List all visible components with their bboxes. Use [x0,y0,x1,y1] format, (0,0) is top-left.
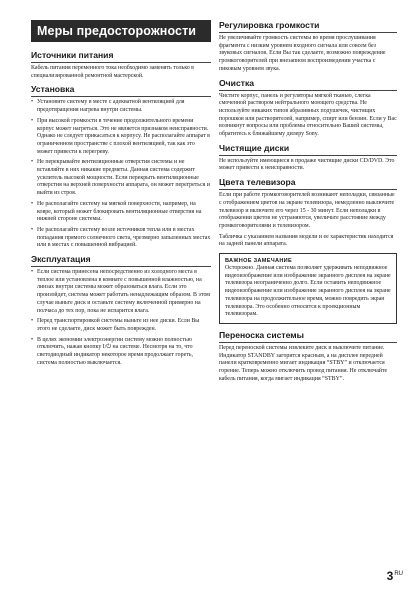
paragraph-tv-colors: Если при работе громкоговорителей возникают неполадки, связанные с отображением цветов на экране телевизора, немедленно выключите телевизор и включите его через 15 - 30 минут. Если неполадки в отображении цветов не устраняются, увеличьте расстояние между громкоговорителями и телевизором. [219,192,395,229]
paragraph-nameplate: Табличка с указанием названия модели и ее характеристик находится на задней панели аппарата. [219,233,394,248]
left-column [31,20,211,371]
heading-operation: Эксплуатация [31,254,211,267]
heading-tv-colors: Цвета телевизора [219,177,397,190]
page-number [387,569,403,583]
paragraph-power-sources: Кабель питания переменного тока необходимо заменять только в специализированной ремонтной мастерской. [31,65,194,79]
heading-cleaning: Очистка [219,78,397,91]
heading-cleaning-discs: Чистящие диски [219,143,397,156]
paragraph-cleaning: Чистите корпус, панель и регуляторы мягкой тканью, слегка смоченной раствором нейтрального моющего средства. Не используйте никаких типов абразивных подушечек, чистящих порошков или растворителей, например, спирт или бензин. Если у Вас возникнут вопросы или проблемы относительно Вашей системы, обратитесь к ближайшему дилеру Sony. [219,92,397,138]
list-item: • Не располагайте систему возле источников тепла или в местах попадания прямого солнечного света, чрезмерно запыленных местах или в местах с повышенной вибрацией. [31,227,211,250]
heading-power-sources: Источники питания [31,50,211,63]
important-notice-box [219,253,397,324]
paragraph-cleaning-discs: Не используйте имеющиеся в продаже чистящие диски CD/DVD. Это может привести к неисправности. [219,157,395,172]
list-item: • Установите систему в месте с адекватной вентиляцией для предотвращения нагрева внутри системы. [31,99,211,114]
heading-transport: Переноска системы [219,330,397,343]
list-item: • В целях экономии электроэнергии систему можно полностью отключить, нажав кнопку I/⏻ на системе. Несмотря на то, что светодиодный индикатор некоторое время продолжает гореть, система полностью выключается. [31,337,211,368]
heading-installation: Установка [31,84,211,97]
list-item: • Не перекрывайте вентиляционные отверстия системы и не вставляйте в них никакие предметы. Данная система содержит усилитель высокой мощности. Если перекрыть вентиляционные отверстия на верхней поверхности аппарата, он может перегреться и выйти из строя. [31,159,211,198]
operation-list [31,269,211,367]
paragraph-volume: Не увеличивайте громкость системы во время прослушивания фрагмента с низким уровнем входного сигнала или совсем без звуковых сигналов. Если Вы так сделаете, возможно повреждение громкоговорителей при внезапном воспроизведении участка с пиковым уровнем звука. [219,35,386,72]
right-column [219,20,397,387]
heading-volume: Регулировка громкости [219,20,397,33]
notice-title: ВАЖНОЕ ЗАМЕЧАНИЕ [225,258,293,265]
paragraph-transport: Перед переноской системы извлеките диск и выключите питание. Индикатор STANDBY загорится красным, а на дисплее передней панели кратковременно мигает индикация “STBY” и отключается горение. Теперь можно отключить провод питания. Не отключайте кабель питания, когда мигает индикация “STBY”. [219,344,388,382]
notice-text: Осторожно. Данная система позволяет удерживать неподвижное видеоизображение или изображение экранного дисплея на экране телевизора неограниченно долго. Если оставить неподвижное видеоизображение или изображение экранного дисплея на экране телевизора на продолжительное время, можно повредить экран телевизора. Это особенно относится к проекционным телевизорам. [225,265,391,318]
list-item: • Не располагайте систему на мягкой поверхности, например, на ковре, который может блокировать вентиляционные отверстия на нижней стороне системы. [31,201,211,224]
installation-list [31,99,211,250]
list-item: • При высокой громкости в течение продолжительного времени корпус может нагреться. Это не является признаком неисправности. Однако не следует прикасаться к корпусу. Не располагайте аппарат в ограниченном пространстве с плохой вентиляцией, так как это может привести к перегреву. [31,118,211,157]
page-title: Меры предосторожности [31,20,211,42]
list-item: • Если система принесена непосредственно из холодного места в теплое или установлена в комнате с повышенной влажностью, на линзах внутри системы может образоваться влага. Если это произойдет, система может работать ненадлежащим образом. В этом случае выньте диск и оставьте систему включенной примерно на полчаса до тех пор, пока не испарится влага. [31,269,211,315]
page-number-value: 3 [386,569,394,583]
page-language-code: RU [394,571,403,577]
list-item: • Перед транспортировкой системы выньте из нее диски. Если Вы этого не сделаете, диск может быть поврежден. [31,318,211,333]
